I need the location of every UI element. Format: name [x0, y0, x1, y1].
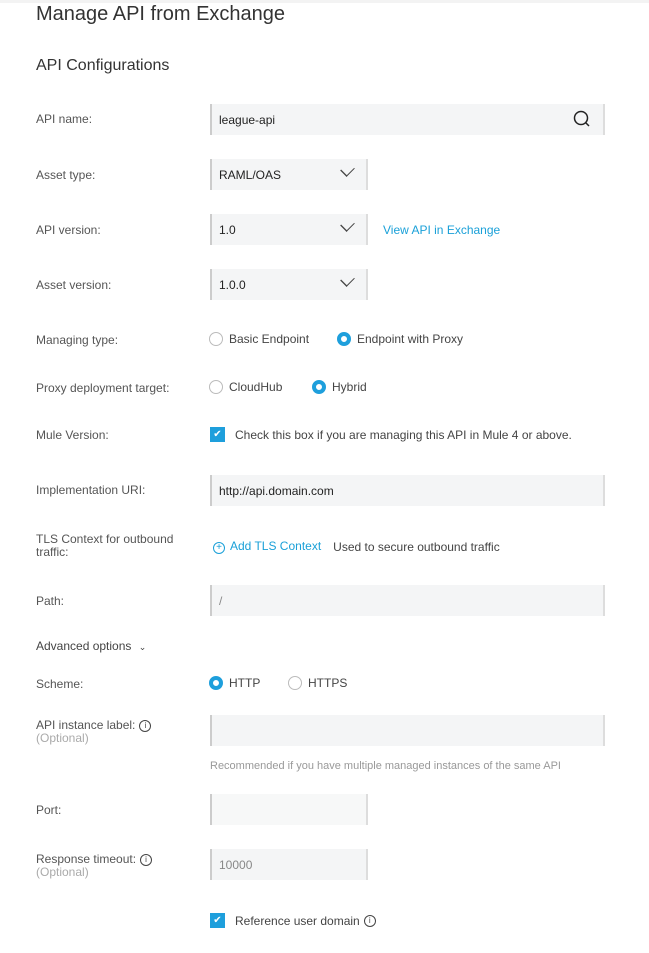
radio-label: Hybrid	[332, 380, 367, 394]
radio-icon	[209, 380, 223, 394]
radio-cloudhub[interactable]	[209, 380, 282, 394]
search-icon[interactable]	[573, 110, 591, 128]
path-label: Path:	[36, 594, 65, 608]
checkmark-icon: ✔	[210, 913, 225, 928]
proxy-target-label: Proxy deployment target:	[36, 381, 170, 395]
timeout-placeholder: 10000	[219, 857, 253, 872]
reference-user-domain-checkbox[interactable]	[210, 913, 376, 928]
api-version-select[interactable]	[210, 214, 368, 245]
radio-label: HTTP	[229, 676, 261, 690]
api-name-input[interactable]	[210, 104, 605, 135]
plus-circle-icon: +	[213, 542, 225, 554]
chevron-down-icon	[340, 217, 355, 232]
radio-icon	[288, 676, 302, 690]
section-title: API Configurations	[36, 57, 170, 74]
add-tls-context-link[interactable]	[213, 539, 321, 554]
api-name-value: league-api	[219, 112, 276, 127]
scheme-label: Scheme:	[36, 677, 84, 691]
asset-version-label: Asset version:	[36, 278, 112, 292]
asset-type-select[interactable]	[210, 159, 368, 190]
info-icon[interactable]: i	[364, 915, 376, 927]
radio-label: Endpoint with Proxy	[357, 332, 464, 346]
optional-text: (Optional)	[36, 865, 89, 879]
instance-label-hint: Recommended if you have multiple managed instances of the same API	[210, 760, 561, 772]
radio-label: HTTPS	[308, 676, 348, 690]
add-tls-label: Add TLS Context	[230, 539, 322, 553]
instance-label-label	[36, 719, 151, 745]
path-input[interactable]	[210, 585, 605, 616]
chevron-down-icon	[340, 162, 355, 177]
checkbox-label: Reference user domain	[235, 913, 360, 928]
port-label: Port:	[36, 803, 62, 817]
timeout-label	[36, 853, 152, 879]
radio-basic-endpoint[interactable]	[209, 332, 309, 346]
radio-http[interactable]	[209, 676, 260, 690]
radio-checked-icon	[312, 380, 326, 394]
page-title: Manage API from Exchange	[36, 3, 286, 25]
chevron-down-icon	[340, 272, 355, 287]
checkmark-icon: ✔	[210, 427, 225, 442]
mule-version-label: Mule Version:	[36, 428, 109, 442]
api-version-label: API version:	[36, 223, 101, 237]
advanced-options-toggle[interactable]	[36, 640, 146, 654]
radio-https[interactable]	[288, 676, 347, 690]
chevron-down-icon: ⌄	[138, 642, 147, 652]
radio-icon	[209, 332, 223, 346]
managing-type-label: Managing type:	[36, 333, 119, 347]
instance-label-input[interactable]	[210, 715, 605, 746]
asset-version-select[interactable]	[210, 269, 368, 300]
tls-label: TLS Context for outbound traffic:	[36, 532, 174, 559]
label-text: Response timeout:	[36, 852, 137, 866]
advanced-label: Advanced options	[36, 639, 132, 653]
impl-uri-label: Implementation URI:	[36, 483, 146, 497]
view-api-in-exchange-link[interactable]: View API in Exchange	[383, 223, 501, 237]
radio-label: Basic Endpoint	[229, 332, 310, 346]
asset-type-label: Asset type:	[36, 168, 96, 182]
asset-version-value: 1.0.0	[219, 277, 246, 292]
info-icon[interactable]: i	[140, 854, 152, 866]
api-name-label: API name:	[36, 112, 93, 126]
asset-type-value: RAML/OAS	[219, 167, 282, 182]
info-icon[interactable]: i	[139, 720, 151, 732]
radio-endpoint-with-proxy[interactable]	[337, 332, 463, 346]
timeout-input[interactable]	[210, 849, 368, 880]
mule4-checkbox[interactable]	[210, 427, 572, 442]
radio-checked-icon	[209, 676, 223, 690]
label-text: API instance label:	[36, 718, 136, 732]
radio-checked-icon	[337, 332, 351, 346]
radio-hybrid[interactable]	[312, 380, 367, 394]
tls-hint: Used to secure outbound traffic	[333, 539, 500, 554]
port-input[interactable]	[210, 794, 368, 825]
impl-uri-input[interactable]	[210, 475, 605, 506]
api-version-value: 1.0	[219, 222, 236, 237]
optional-text: (Optional)	[36, 731, 89, 745]
path-placeholder: /	[219, 593, 223, 608]
radio-label: CloudHub	[229, 380, 283, 394]
impl-uri-value: http://api.domain.com	[219, 483, 334, 498]
checkbox-label: Check this box if you are managing this API in Mule 4 or above.	[235, 427, 572, 442]
